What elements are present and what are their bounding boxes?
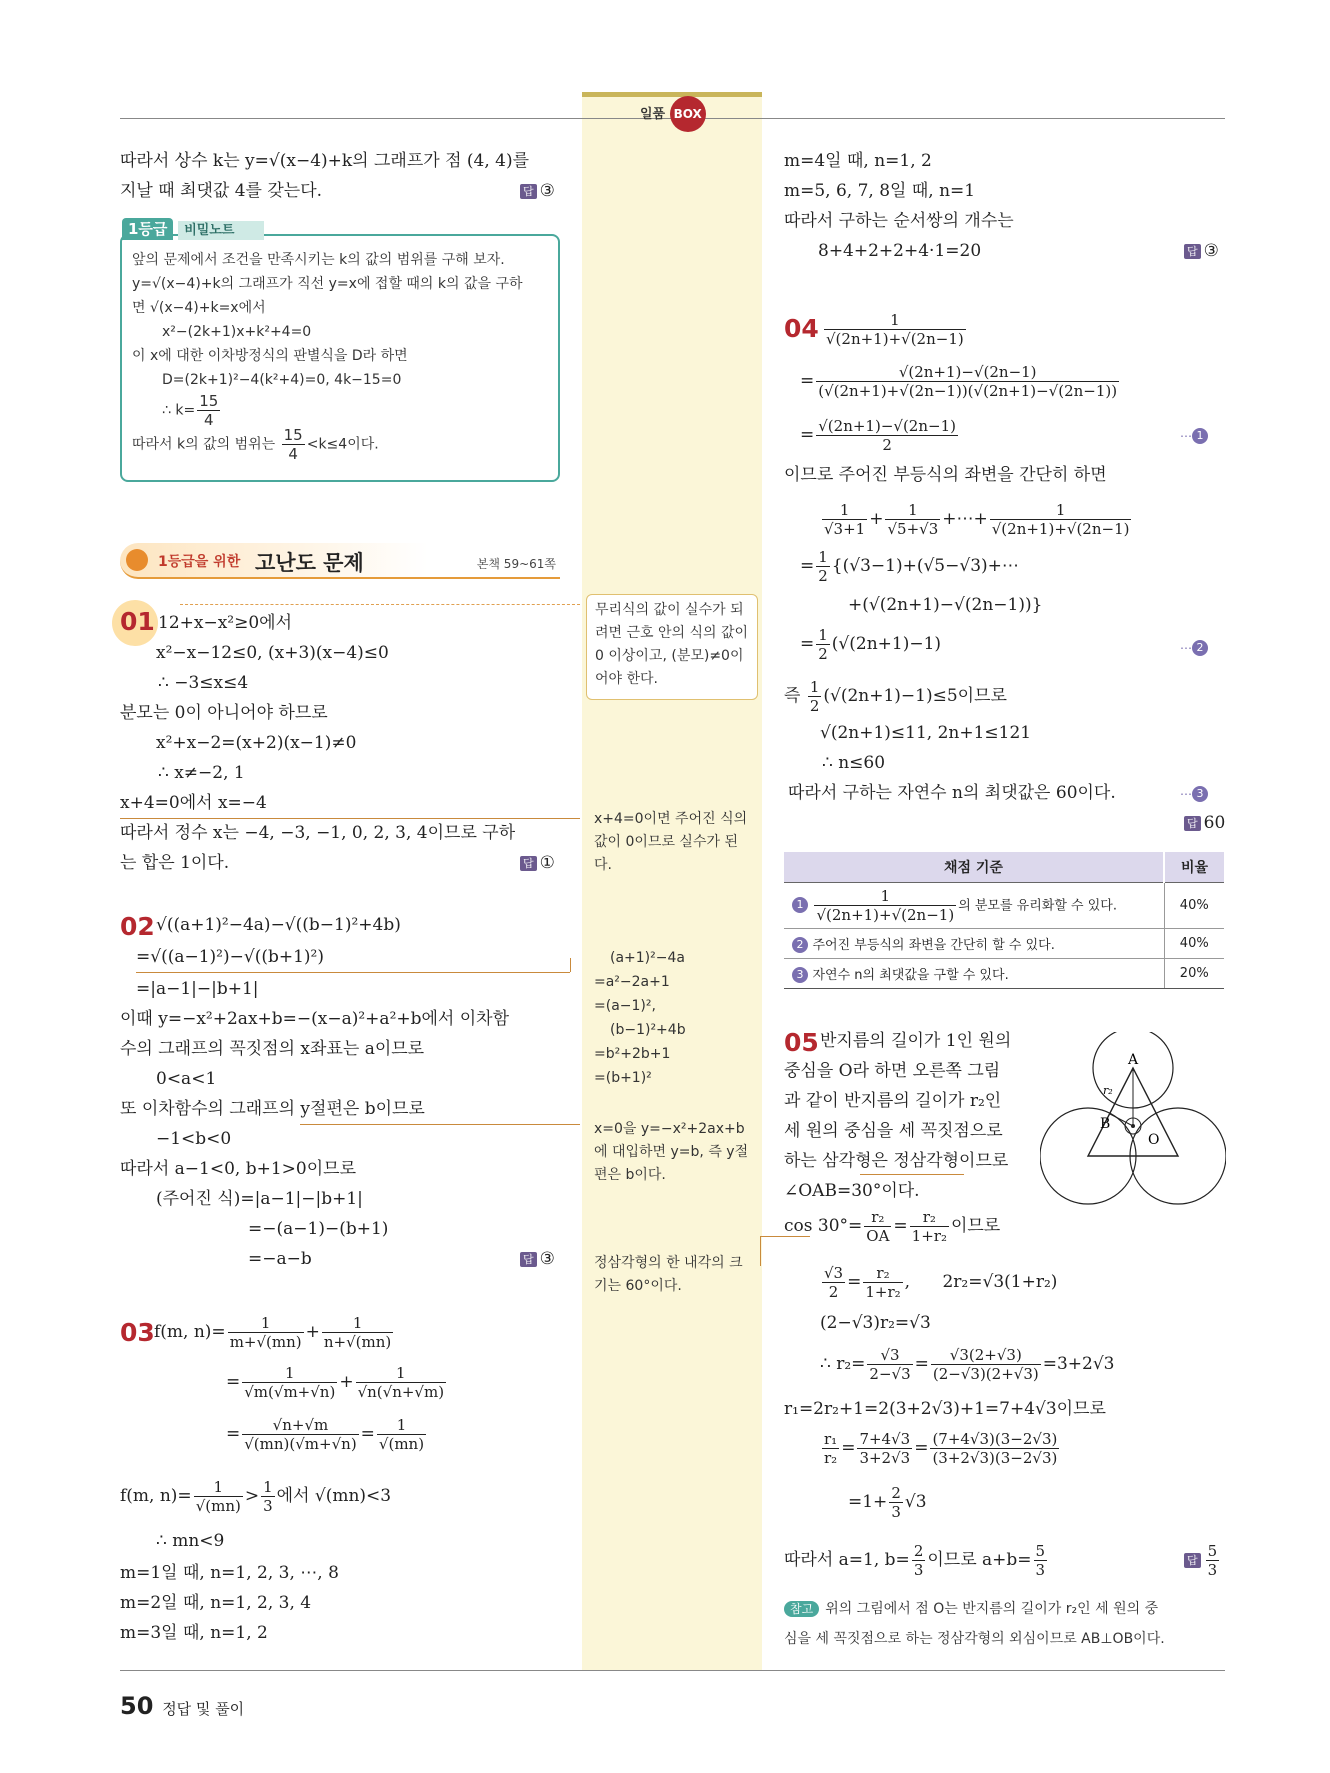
p03-line: f(m, n)= $\frac{1}{√(mn)}$ > $\frac{1}{3}$ 에서 √(mn)<3 (120, 1478, 392, 1515)
p04-line: = $\frac{1}{2}$ {(√3−1)+(√5−√3)+⋯ (800, 548, 1019, 585)
label-r2: r₂ (1103, 1084, 1113, 1097)
p05-line: 하는 삼각형은 정삼각형이므로 (784, 1151, 1009, 1171)
p03-line: m=1일 때, n=1, 2, 3, ⋯, 8 (120, 1563, 339, 1583)
note-line: D=(2k+1)²−4(k²+4)=0, 4k−15=0 (162, 372, 402, 388)
p02-line: =|a−1|−|b+1| (136, 979, 259, 999)
p01-line: 12+x−x²≥0에서 (158, 613, 293, 633)
p02-line: 0<a<1 (156, 1069, 217, 1089)
side-note-3: (a+1)²−4a =a²−2a+1 =(a−1)², (b−1)²+4b =b²+2b+1 =(b+1)² (594, 950, 686, 1086)
note-line: ∴ k= $\frac{15}{4}$ (162, 392, 219, 429)
left-top-line1: 따라서 상수 k는 y=√(x−4)+k의 그래프가 점 (4, 4)를 (120, 151, 530, 171)
p05-line: 세 원의 중심을 세 꼭짓점으로 (784, 1121, 1003, 1141)
note-line: 앞의 문제에서 조건을 만족시키는 k의 값의 범위를 구해 보자. (132, 252, 505, 268)
point-o (1131, 1124, 1135, 1128)
table-header-cell: 채점 기준 (784, 852, 1164, 882)
p03-line: = $\frac{√n+√m}{√(mn)(√m+√n)}$ = $\frac{1}{√(mn)}$ (226, 1416, 425, 1453)
p05-line: r₁=2r₂+1=2(3+2√3)+1=7+4√3이므로 (784, 1399, 1106, 1419)
side-note-2: x+4=0이면 주어진 식의 값이 0이므로 실수가 된다. (594, 811, 748, 873)
badge-text: 일품 (640, 107, 666, 122)
footer-label: 정답 및 풀이 (162, 1700, 245, 1718)
p04-line: = $\frac{√(2n+1)-√(2n-1)}{2}$ (800, 417, 956, 454)
p03-line: f(m, n)= $\frac{1}{m+√(mn)}$ + $\frac{1}{n+√(mn)}$ (154, 1314, 392, 1351)
problem-01-number: 01 (120, 607, 155, 636)
section-prefix: 1등급을 위한 (158, 554, 241, 570)
page-number: 50 (120, 1692, 154, 1720)
footer (120, 1692, 244, 1720)
table-header-cell: 비율 (1164, 852, 1224, 882)
left-top-answer: 답 ③ (520, 180, 555, 202)
connector-line (570, 958, 571, 972)
box-badge: BOX (670, 96, 706, 132)
p01-line: ∴ x≠−2, 1 (158, 763, 245, 783)
side-note-1: 무리식의 값이 실수가 되려면 근호 안의 식의 값이 0 이상이고, (분모)≠0이어야 한다. (586, 594, 758, 700)
table-row: 3 자연수 n의 최댓값을 구할 수 있다. 20% (784, 958, 1224, 988)
p04-line: $\frac{1}{√(2n+1)+√(2n-1)}$ (826, 311, 964, 348)
note-line: 이 x에 대한 이차방정식의 판별식을 D라 하면 (132, 348, 408, 364)
p03-line: m=2일 때, n=1, 2, 3, 4 (120, 1593, 312, 1613)
connector-line (860, 1174, 964, 1175)
note-line: x²−(2k+1)x+k²+4=0 (162, 324, 312, 340)
answer-icon: 답 (520, 856, 537, 871)
p02-line: √((a+1)²−4a)−√((b−1)²+4b) (156, 915, 401, 935)
section-title (120, 543, 560, 579)
p04-line: = $\frac{√(2n+1)-√(2n-1)}{(√(2n+1)+√(2n-1))(√(2n+1)-√(2n-1))}$ (800, 363, 1118, 400)
p02-line: 따라서 a−1<0, b+1>0이므로 (120, 1159, 357, 1179)
p05-line: $\frac{\text{r₁}}{\text{r₂}}$ = $\frac{7+4√3}{3+2√3}$ = $\frac{(7+4√3)(3-2√3)}{(3+2√3)(3-2√3)}$ (824, 1430, 1058, 1467)
p05-line: 과 같이 반지름의 길이가 r₂인 (784, 1091, 1002, 1111)
secret-note-body (132, 248, 523, 463)
p02-line: −1<b<0 (156, 1129, 232, 1149)
right-line: m=4일 때, n=1, 2 (784, 151, 932, 171)
p01-answer: 답 ① (520, 852, 555, 874)
left-top-line2: 지날 때 최댓값 4를 갖는다. (120, 181, 323, 201)
p01-line: 따라서 정수 x는 −4, −3, −1, 0, 2, 3, 4이므로 구하 (120, 823, 516, 843)
p02-line: 또 이차함수의 그래프의 y절편은 b이므로 (120, 1099, 425, 1119)
right-line: 따라서 구하는 순서쌍의 개수는 (784, 211, 1014, 231)
answer-icon: 답 (1184, 1553, 1201, 1568)
table-header (784, 852, 1224, 882)
connector-line (136, 972, 570, 973)
three-circles-figure (1040, 1032, 1226, 1210)
p05-line: 반지름의 길이가 1인 원의 (820, 1031, 1012, 1051)
side-note-5: 정삼각형의 한 내각의 크기는 60°이다. (594, 1255, 743, 1294)
medal-icon (126, 549, 148, 571)
p03-line: m=3일 때, n=1, 2 (120, 1623, 268, 1643)
connector-line (300, 1124, 580, 1125)
reference-line: 참고 위의 그림에서 점 O는 반지름의 길이가 r₂인 세 원의 중 (784, 1594, 1226, 1624)
p04-line: = $\frac{1}{2}$ (√(2n+1)−1) (800, 626, 942, 663)
p05-line: =1+ $\frac{2}{3}$ √3 (848, 1484, 927, 1521)
reference-badge: 참고 (784, 1601, 819, 1617)
label-o: O (1148, 1132, 1160, 1148)
p05-line: 따라서 a=1, b= $\frac{2}{3}$ 이므로 a+b= $\frac{5}{3}$ (784, 1542, 1046, 1579)
section-heading: 고난도 문제 (255, 551, 364, 575)
p04-line: ∴ n≤60 (822, 753, 886, 773)
p05-line: ∴ r₂= $\frac{√3}{2-√3}$ = $\frac{√3(2+√3)}{(2-√3)(2+√3)}$ =3+2√3 (820, 1346, 1115, 1383)
header-badge (640, 96, 706, 132)
note-line: 면 √(x−4)+k=x에서 (132, 300, 266, 316)
divider (180, 604, 580, 605)
p05-line: (2−√3)r₂=√3 (820, 1313, 931, 1333)
p05-line: ∠OAB=30°이다. (784, 1181, 920, 1201)
segment (1110, 1114, 1133, 1126)
label-b: B (1100, 1116, 1111, 1132)
problem-05-number: 05 (784, 1028, 819, 1057)
p04-line: $\frac{1}{√3+1}$ + $\frac{1}{√5+√3}$ +⋯+ $\frac{1}{√(2n+1)+√(2n-1)}$ (824, 501, 1130, 538)
p02-line: 수의 그래프의 꼭짓점의 x좌표는 a이므로 (120, 1039, 425, 1059)
p02-line: =−(a−1)−(b+1) (248, 1219, 389, 1239)
p01-line: x²−x−12≤0, (x+3)(x−4)≤0 (156, 643, 389, 663)
problem-02-number: 02 (120, 912, 155, 941)
step-marker-1: ⋯ 1 (1180, 424, 1208, 447)
footer-rule (120, 1670, 1225, 1671)
table-row: 2 주어진 부등식의 좌변을 간단히 할 수 있다. 40% (784, 928, 1224, 958)
answer-icon: 답 (1184, 244, 1201, 259)
p01-line: 는 합은 1이다. (120, 853, 230, 873)
section-ref: 본책 59~61쪽 (476, 557, 556, 571)
note-line: 따라서 k의 값의 범위는 $\frac{15}{4}$ <k≤4이다. (132, 426, 379, 463)
p03-line: ∴ mn<9 (156, 1531, 225, 1551)
p01-line: ∴ −3≤x≤4 (158, 673, 249, 693)
answer-icon: 답 (520, 1252, 537, 1267)
right-line: m=5, 6, 7, 8일 때, n=1 (784, 181, 976, 201)
side-notes-column (582, 92, 762, 1670)
p03-line: = $\frac{1}{√m(√m+√n)}$ + $\frac{1}{√n(√n+√m)}$ (226, 1364, 445, 1401)
problem-04-number: 04 (784, 314, 819, 343)
p04-line: √(2n+1)≤11, 2n+1≤121 (820, 723, 1032, 743)
side-note-4: x=0을 y=−x²+2ax+b에 대입하면 y=b, 즉 y절편은 b이다. (594, 1121, 749, 1183)
answer-icon: 답 (520, 184, 537, 199)
p02-line: =√((a−1)²)−√((b+1)²) (136, 947, 324, 967)
p01-line: x+4=0에서 x=−4 (120, 793, 267, 813)
p05-line: $\frac{√3}{2}$ = $\frac{\text{r₂}}{\text{1+r₂}}$ , 2r₂=√3(1+r₂) (824, 1264, 1058, 1301)
p04-line: 즉 $\frac{1}{2}$ (√(2n+1)−1)≤5이므로 (784, 678, 1007, 715)
p05-line: 중심을 O라 하면 오른쪽 그림 (784, 1061, 1001, 1081)
connector-line (120, 818, 580, 819)
p02-line: (주어진 식)=|a−1|−|b+1| (156, 1189, 363, 1209)
p04-line: +(√(2n+1)−√(2n−1))} (848, 595, 1043, 615)
note-badge: 1등급 (122, 218, 173, 240)
reference-line: 심을 세 꼭짓점으로 하는 정삼각형의 외심이므로 AB⊥OB이다. (784, 1631, 1165, 1647)
p04-answer: 답 60 (1184, 812, 1225, 834)
right-line: 8+4+2+2+4·1=20 (818, 241, 982, 261)
note-title: 비밀노트 (178, 221, 264, 240)
note-line: y=√(x−4)+k의 그래프가 직선 y=x에 접할 때의 k의 값을 구하 (132, 276, 523, 292)
reference-note (784, 1594, 1226, 1654)
p02-line: 이때 y=−x²+2ax+b=−(x−a)²+a²+b에서 이차함 (120, 1009, 510, 1029)
p05-line: cos 30°= $\frac{\text{r₂}}{OA}$ = $\frac{\text{r₂}}{\text{1+r₂}}$ 이므로 (784, 1208, 1001, 1245)
step-marker-3: ⋯ 3 (1180, 782, 1208, 805)
label-a: A (1128, 1052, 1139, 1068)
p01-line: x²+x−2=(x+2)(x−1)≠0 (156, 733, 357, 753)
problem-03-number: 03 (120, 1318, 155, 1347)
p02-answer: 답 ③ (520, 1248, 555, 1270)
scoring-table (784, 852, 1224, 989)
p04-line: 따라서 구하는 자연수 n의 최댓값은 60이다. (788, 783, 1116, 803)
answer-icon: 답 (1184, 816, 1201, 831)
p01-line: 분모는 0이 아니어야 하므로 (120, 703, 328, 723)
right-answer: 답 ③ (1184, 240, 1219, 262)
p04-line: 이므로 주어진 부등식의 좌변을 간단히 하면 (784, 465, 1107, 485)
table-row: 1 $\frac{1}{√(2n+1)+√(2n-1)}$ 의 분모를 유리화할 수 있다. 40% (784, 882, 1224, 928)
step-marker-2: ⋯ 2 (1180, 636, 1208, 659)
p05-answer: 답 $\frac{5}{3}$ (1184, 1540, 1221, 1580)
p02-line: =−a−b (248, 1249, 312, 1269)
secret-note-header (122, 218, 264, 239)
